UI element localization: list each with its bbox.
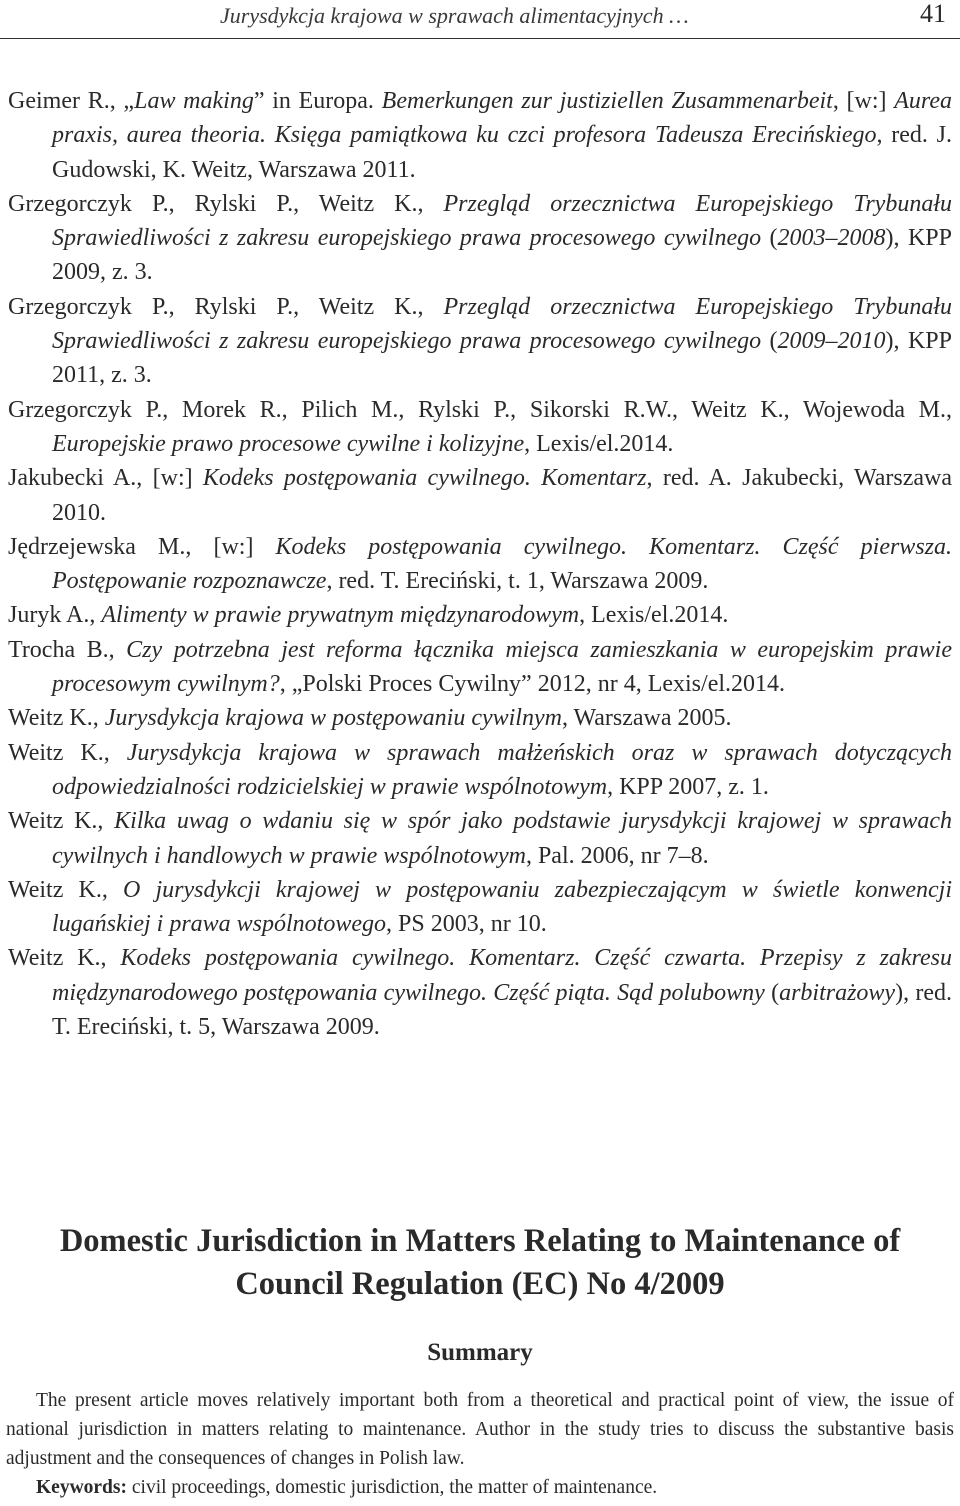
reference-text: Weitz K., [8, 705, 105, 732]
keywords-text: civil proceedings, domestic jurisdiction, the matter of maintenance. [127, 1477, 658, 1498]
reference-text: Jędrzejewska M., [w:] [8, 533, 276, 560]
reference-italic-text: Aurea praxis, aurea theoria. Księga pamiątkowa ku czci profesora Tadeusza Erecińskiego [52, 88, 953, 149]
english-article-title [0, 1220, 960, 1306]
reference-text: Weitz K., [8, 808, 115, 835]
bibliography-entry [8, 873, 952, 942]
reference-italic-text: Kodeks postępowania cywilnego. Komentarz. Część czwarta. Przepisy z zakresu międzynarodowego postępowania cywilnego. Część piąta. Sąd polubowny [52, 945, 953, 1006]
running-title: Jurysdykcja krajowa w sprawach alimentacyjnych … [220, 3, 689, 28]
reference-italic-text: Bemerkungen zur justiziellen Zusammenarbeit [381, 88, 833, 114]
bibliography-list [8, 84, 952, 1044]
reference-italic-text: Kilka uwag o wdaniu się w spór jako podstawie jurysdykcji krajowej w sprawach cywilnych i handlowych w prawie wspólnotowym [52, 808, 953, 869]
reference-text: , red. J. Gudowski, K. Weitz, Warszawa 2011. [52, 122, 952, 183]
reference-text: ( [761, 328, 778, 355]
reference-text: ( [764, 979, 780, 1006]
reference-italic-text: Przegląd orzecznictwa Europejskiego Trybunału Sprawiedliwości z zakresu europejskiego prawa procesowego cywilnego [52, 293, 953, 355]
bibliography-entry [8, 84, 952, 187]
summary-heading: Summary [427, 1339, 533, 1366]
reference-italic-text: arbitrażowy [779, 979, 896, 1006]
reference-text: , Lexis/el.2014. [579, 602, 729, 629]
keywords-label: Keywords: [36, 1477, 127, 1498]
reference-italic-text: Europejskie prawo procesowe cywilne i kolizyjne [52, 430, 525, 457]
bibliography-entry [8, 941, 952, 1044]
reference-text: ), red. T. Ereciński, t. 5, Warszawa 2009. [52, 979, 953, 1041]
reference-text: , [w:] [832, 88, 895, 114]
keywords-line [36, 1473, 657, 1502]
reference-text: Grzegorczyk P., Rylski P., Weitz K., [8, 190, 444, 217]
bibliography-entry [8, 701, 952, 735]
reference-italic-text: Kodeks postępowania cywilnego. Komentarz [202, 465, 647, 492]
bibliography-entry [8, 290, 952, 393]
running-header [0, 0, 960, 39]
bibliography-entry [8, 633, 952, 702]
reference-italic-text: Law making [134, 88, 254, 114]
bibliography-entry [8, 804, 952, 873]
reference-text: , „Polski Proces Cywilny” 2012, nr 4, Lexis/el.2014. [279, 671, 786, 698]
reference-text: , red. T. Ereciński, t. 1, Warszawa 2009. [326, 568, 709, 595]
reference-text: Weitz K., [8, 739, 127, 766]
reference-italic-text: 2003–2008 [777, 225, 886, 252]
reference-text: ), KPP 2011, z. 3. [52, 328, 952, 389]
reference-text: , PS 2003, nr 10. [386, 911, 547, 938]
summary-abstract [6, 1386, 954, 1473]
reference-text: , KPP 2007, z. 1. [607, 773, 769, 800]
summary-text: The present article moves relatively important both from a theoretical and practical point of view, the issue of national jurisdiction in matters relating to maintenance. Author in the study tries to discuss the substantive basis adjustment and the consequences of changes in Polish law. [6, 1390, 954, 1469]
reference-italic-text: Alimenty w prawie prywatnym międzynarodowym [101, 602, 580, 629]
reference-text: ( [761, 225, 778, 252]
reference-text: Grzegorczyk P., Rylski P., Weitz K., [8, 293, 444, 320]
bibliography-entry [8, 736, 952, 805]
reference-text: Weitz K., [8, 876, 123, 903]
reference-text: Geimer R., „ [8, 88, 135, 114]
reference-italic-text: Przegląd orzecznictwa Europejskiego Trybunału Sprawiedliwości z zakresu europejskiego prawa procesowego cywilnego [52, 190, 953, 252]
bibliography-entry [8, 530, 952, 599]
english-title-line-2: Council Regulation (EC) No 4/2009 [235, 1266, 725, 1302]
bibliography-entry [8, 461, 952, 530]
reference-italic-text: Jurysdykcja krajowa w postępowaniu cywilnym [104, 705, 562, 732]
english-title-line-1: Domestic Jurisdiction in Matters Relating to Maintenance of [59, 1223, 901, 1259]
reference-italic-text: Kodeks postępowania cywilnego. Komentarz. Część pierwsza. Postępowanie rozpoznawcze [52, 533, 952, 595]
reference-text: , Pal. 2006, nr 7–8. [525, 842, 709, 869]
reference-text: Trocha B., [8, 636, 127, 663]
reference-italic-text: 2009–2010 [777, 328, 886, 355]
reference-text: Grzegorczyk P., Morek R., Pilich M., Rylski P., Sikorski R.W., Weitz K., Wojewoda M., [8, 396, 952, 423]
reference-text: Weitz K., [8, 945, 121, 972]
bibliography-entry [8, 598, 952, 632]
reference-text: , red. A. Jakubecki, Warszawa 2010. [52, 465, 952, 526]
bibliography-entry [8, 187, 952, 290]
reference-text: , Warszawa 2005. [561, 705, 732, 732]
reference-italic-text: Jurysdykcja krajowa w sprawach małżeńskich oraz w sprawach dotyczących odpowiedzialności rodzicielskiej w prawie wspólnotowym [52, 739, 952, 800]
reference-text: , Lexis/el.2014. [524, 430, 674, 457]
reference-italic-text: Czy potrzebna jest reforma łącznika miejsca zamieszkania w europejskim prawie procesowym cywilnym? [52, 636, 952, 698]
reference-text: ), KPP 2009, z. 3. [52, 225, 952, 286]
bibliography-entry [8, 393, 952, 462]
reference-text: ” in Europa. [253, 88, 382, 114]
reference-italic-text: O jurysdykcji krajowej w postępowaniu zabezpieczającym w świetle konwencji lugańskiej i prawa wspólnotowego [52, 876, 953, 938]
reference-text: Jakubecki A., [w:] [8, 465, 203, 492]
reference-text: Juryk A., [8, 602, 102, 629]
page-number: 41 [920, 0, 946, 28]
